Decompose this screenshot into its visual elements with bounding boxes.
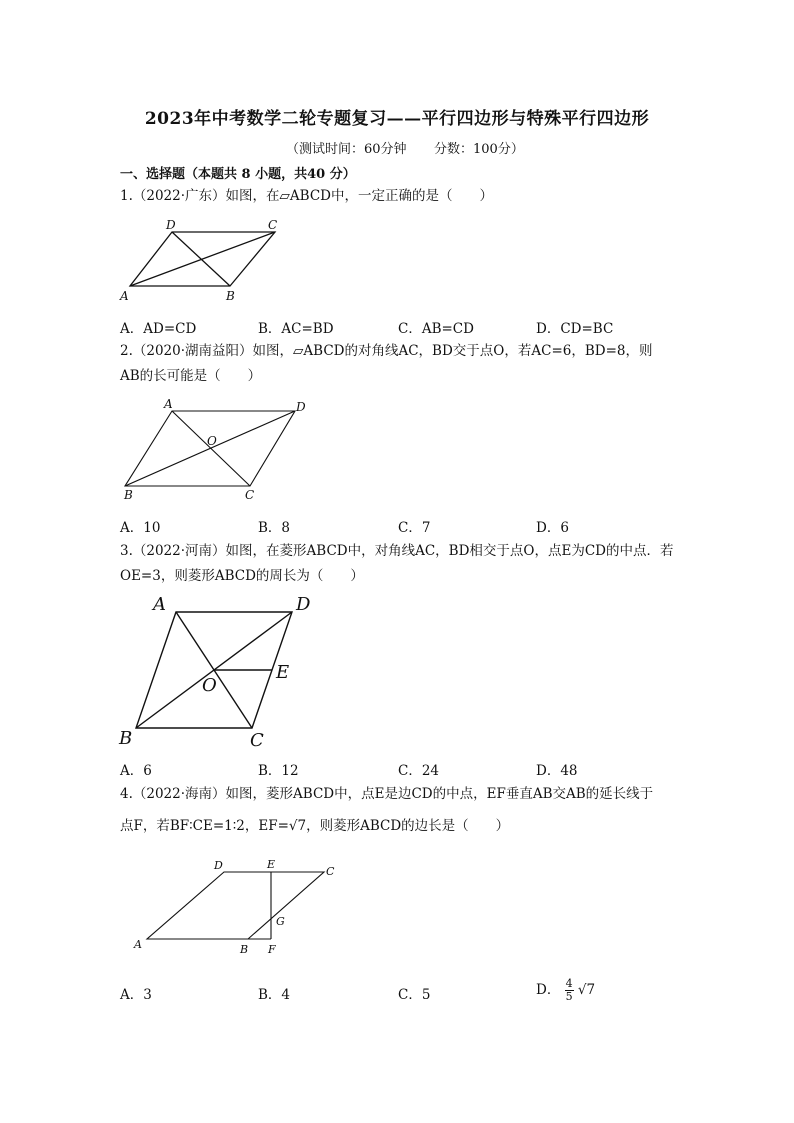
question-4-stem-line-1: 4.（2022·海南）如图，菱形ABCD中，点E是边CD的中点，EF垂直AB交AB的延长线于: [120, 786, 654, 802]
q3-label-c: C: [250, 730, 264, 751]
q4-label-e: E: [267, 858, 276, 871]
total-score: 分数：100分）: [434, 142, 524, 157]
question-4-stem-line-2: 点F，若BF∶CE=1∶2，EF=√7，则菱形ABCD的边长是（ ）: [120, 818, 510, 834]
q2-label-d: D: [296, 400, 306, 414]
question-2-stem-line-2: AB的长可能是（ ）: [120, 368, 262, 384]
question-2-stem-line-1: 2.（2020·湖南益阳）如图，▱ABCD的对角线AC，BD交于点O，若AC=6，BD=8，则: [120, 343, 653, 359]
question-1-option-d[interactable]: D．CD=BC: [536, 321, 614, 337]
question-4-option-c[interactable]: C．5: [398, 987, 431, 1003]
q3-label-d: D: [296, 594, 311, 615]
question-4-option-a[interactable]: A．3: [120, 987, 152, 1003]
q2-label-c: C: [245, 488, 255, 502]
option-d-radical: √7: [577, 982, 596, 998]
q3-label-o: O: [202, 675, 217, 696]
q2-label-b: B: [124, 488, 133, 502]
question-3-option-d[interactable]: D．48: [536, 763, 578, 779]
question-1-option-b[interactable]: B．AC=BD: [258, 321, 334, 337]
page-title: 2023年中考数学二轮专题复习——平行四边形与特殊平行四边形: [144, 109, 650, 129]
q1-label-d: D: [166, 218, 176, 232]
q4-label-a: A: [134, 938, 142, 951]
question-4-option-b[interactable]: B．4: [258, 987, 291, 1003]
q4-label-g: G: [276, 915, 285, 928]
section-heading: 一、选择题（本题共 8 小题，共40 分）: [120, 167, 356, 182]
question-3-stem-line-1: 3.（2022·河南）如图，在菱形ABCD中，对角线AC，BD相交于点O，点E为CD的中点．若: [120, 543, 674, 559]
question-4-option-d-label: D．: [536, 982, 561, 998]
q3-label-e: E: [276, 662, 290, 683]
question-2-option-c[interactable]: C．7: [398, 520, 431, 536]
q3-label-b: B: [119, 728, 133, 749]
q1-label-b: B: [226, 289, 235, 303]
test-time: （测试时间：60分钟: [286, 142, 407, 157]
question-3-option-a[interactable]: A．6: [120, 763, 152, 779]
q2-label-a: A: [164, 397, 173, 411]
option-d-fraction: [565, 978, 574, 1003]
q4-label-b: B: [240, 943, 249, 956]
fraction-denominator: 5: [565, 990, 573, 1003]
q4-label-d: D: [214, 859, 223, 872]
question-2-option-d[interactable]: D．6: [536, 520, 569, 536]
question-1-option-a[interactable]: A．AD=CD: [120, 321, 197, 337]
q1-label-c: C: [268, 218, 278, 232]
question-2-option-a[interactable]: A．10: [120, 520, 161, 536]
question-1-stem: 1.（2022·广东）如图，在▱ABCD中，一定正确的是（ ）: [120, 188, 493, 204]
q1-label-a: A: [120, 289, 129, 303]
question-1-option-c[interactable]: C．AB=CD: [398, 321, 474, 337]
q4-label-f: F: [268, 943, 276, 956]
question-3-option-c[interactable]: C．24: [398, 763, 440, 779]
question-3-option-b[interactable]: B．12: [258, 763, 299, 779]
question-2-option-b[interactable]: B．8: [258, 520, 291, 536]
fraction-numerator: 4: [565, 977, 573, 990]
q3-label-a: A: [153, 594, 166, 615]
question-4-option-d[interactable]: [536, 978, 595, 1003]
q2-label-o: O: [207, 434, 217, 448]
question-3-stem-line-2: OE=3，则菱形ABCD的周长为（ ）: [120, 568, 364, 584]
q4-label-c: C: [326, 865, 335, 878]
